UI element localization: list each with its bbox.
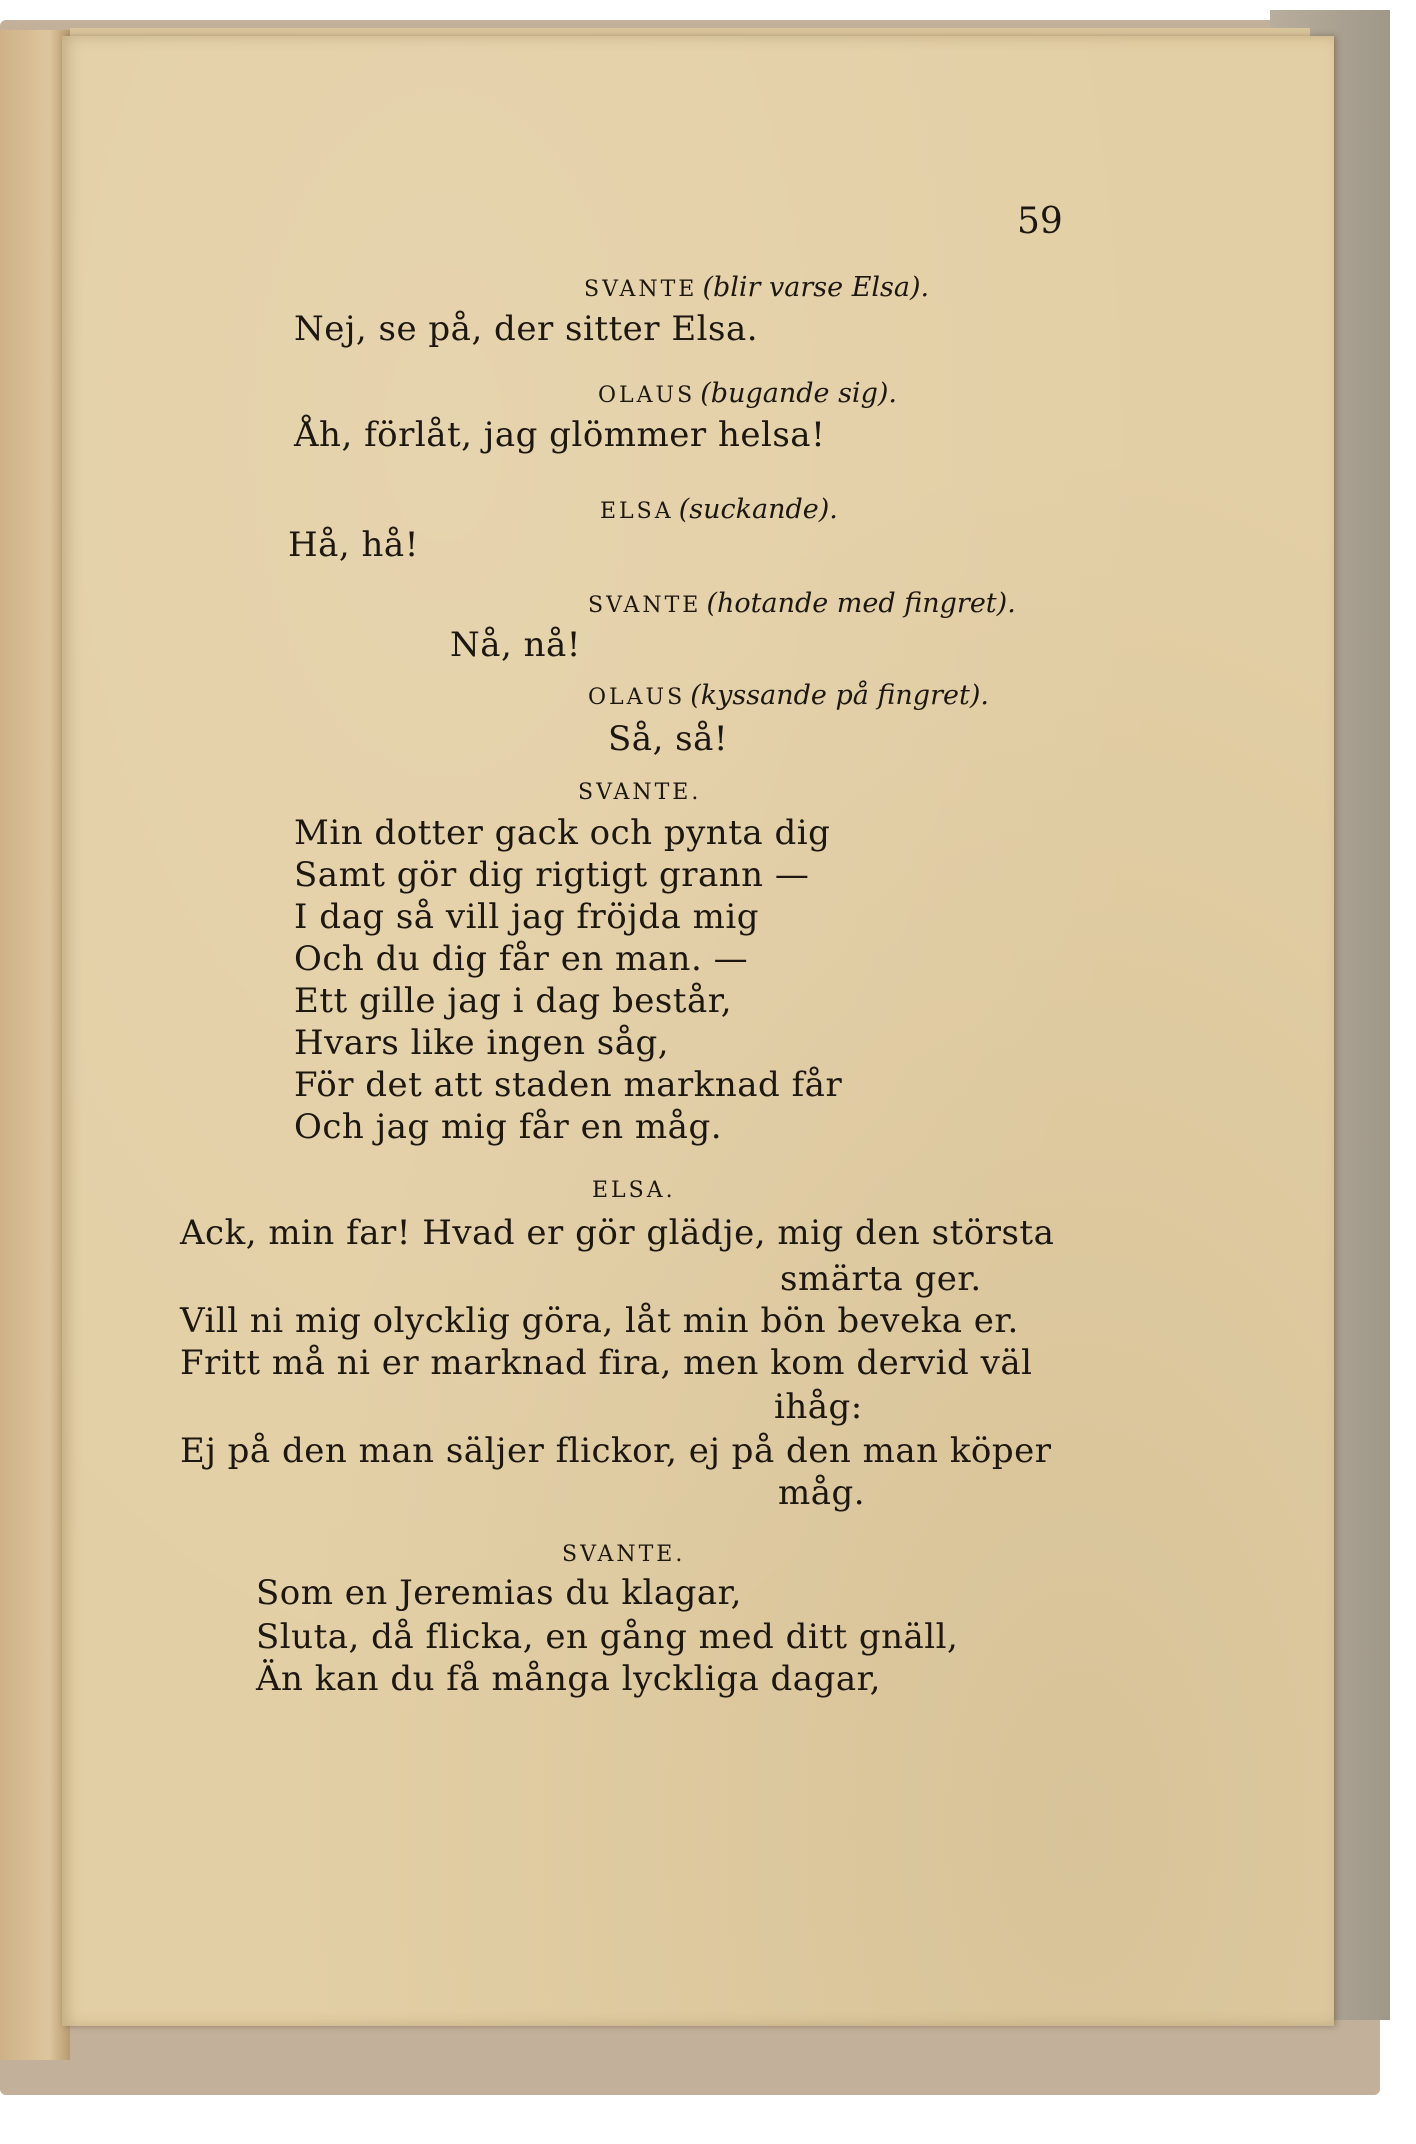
speaker-name: ELSA. [592, 1178, 676, 1203]
dialogue-line: Nå, nå! [450, 625, 581, 665]
verse-line-continuation: smärta ger. [780, 1259, 982, 1299]
verse-line: Som en Jeremias du klagar, [256, 1573, 742, 1613]
stage-heading [588, 682, 989, 709]
verse-line: För det att staden marknad får [294, 1065, 843, 1105]
verse-line: Och du dig får en man. — [294, 939, 749, 979]
verse-line-continuation: måg. [778, 1473, 866, 1513]
book-page [62, 36, 1334, 2026]
speaker-name: SVANTE. [578, 780, 702, 805]
dialogue-line: Nej, se på, der sitter Elsa. [294, 309, 759, 349]
verse-line: Vill ni mig olycklig göra, låt min bön beveka er. [180, 1301, 1019, 1341]
verse-line: I dag så vill jag fröjda mig [294, 897, 759, 937]
speaker-name: SVANTE [584, 277, 698, 302]
verse-line: Hvars like ingen såg, [294, 1023, 670, 1063]
verse-line: Sluta, då flicka, en gång med ditt gnäll, [256, 1617, 959, 1657]
stage-direction: (hotande med fingret). [706, 588, 1016, 619]
stage-direction: (suckande). [678, 494, 838, 525]
verse-line-continuation: ihåg: [774, 1387, 863, 1427]
page-number: 59 [1017, 201, 1063, 242]
speaker-name: SVANTE. [562, 1542, 686, 1567]
speaker-name: OLAUS [598, 383, 696, 408]
stage-heading [600, 496, 838, 523]
dialogue-line: Hå, hå! [288, 525, 419, 565]
verse-line: Och jag mig får en måg. [294, 1107, 723, 1147]
stage-heading [588, 590, 1016, 617]
stage-heading [584, 274, 929, 301]
verse-line: Ett gille jag i dag består, [294, 981, 733, 1021]
stage-direction: (kyssande på fingret). [690, 680, 989, 711]
verse-line: Fritt må ni er marknad fira, men kom dervid väl [180, 1343, 1033, 1383]
verse-line: Samt gör dig rigtigt grann — [294, 855, 810, 895]
verse-line: Än kan du få många lyckliga dagar, [256, 1659, 881, 1699]
stage-direction: (bugande sig). [700, 378, 897, 409]
verse-line: Ej på den man säljer flickor, ej på den man köper [180, 1431, 1052, 1471]
stage-direction: (blir varse Elsa). [702, 272, 930, 303]
verse-line: Ack, min far! Hvad er gör glädje, mig den största [180, 1213, 1055, 1253]
verse-line: Min dotter gack och pynta dig [294, 813, 831, 853]
dialogue-line: Så, så! [608, 719, 729, 759]
dialogue-line: Åh, förlåt, jag glömmer helsa! [294, 415, 826, 455]
speaker-name: SVANTE [588, 593, 702, 618]
left-page-edge [0, 30, 70, 2060]
stage-heading [598, 380, 897, 407]
speaker-name: OLAUS [588, 685, 686, 710]
speaker-name: ELSA [600, 499, 674, 524]
